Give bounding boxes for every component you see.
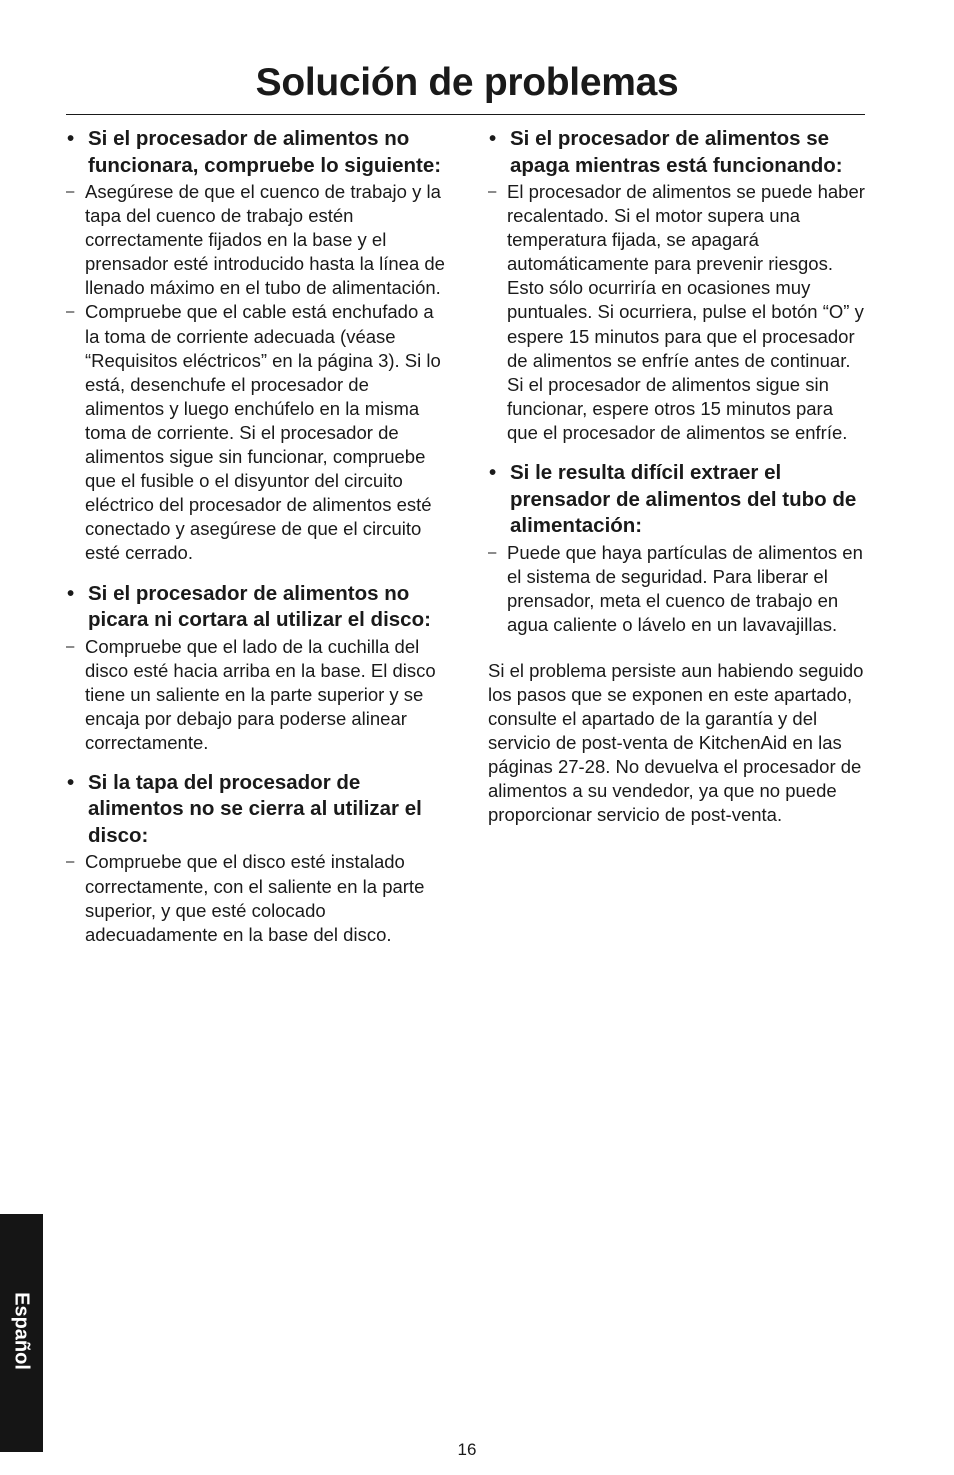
- bullet-icon: •: [489, 461, 497, 485]
- bullet-icon: •: [67, 581, 75, 605]
- page-title: Solución de problemas: [255, 61, 679, 104]
- list-item-text: Compruebe que el cable está enchufado a la toma de corriente adecuada (véase “Requisitos eléctricos” en la página 3). Si lo está, desenchufe el procesador de alimentos y luego enchúfelo en la misma toma de corriente. Si el procesador de alimentos sigue sin funcionar, compruebe que el fusible o el disyuntor del circuito eléctrico del procesador de alimentos esté conectado y asegúrese de que el circuito esté cerrado.: [85, 301, 441, 564]
- section-heading-text: Si la tapa del procesador de alimentos no se cierra al utilizar el disco:: [88, 770, 422, 847]
- right-column: [488, 126, 868, 828]
- list-item: [66, 180, 450, 300]
- section-heading-text: Si el procesador de alimentos no funcionara, compruebe lo siguiente:: [88, 127, 442, 177]
- section-not-working: [66, 126, 450, 566]
- title-divider: [66, 114, 865, 115]
- list-item: [66, 635, 450, 755]
- dash-icon: –: [66, 303, 75, 321]
- closing-paragraph: Si el problema persiste aun habiendo seguido los pasos que se exponen en este apartado, consulte el apartado de la garantía y del servicio de post-venta de KitchenAid en las páginas 27-28. No devuelva el procesador de alimentos a su vendedor, ya que no puede proporcionar servicio de post-venta.: [488, 659, 864, 826]
- list-item-text: Compruebe que el disco esté instalado correctamente, con el saliente en la parte superior, y que esté colocado adecuadamente en la base del disco.: [85, 851, 425, 945]
- bullet-icon: •: [67, 127, 75, 150]
- section-heading: [66, 126, 450, 179]
- dash-icon: –: [488, 183, 497, 200]
- section-lid-not-closing: [66, 770, 450, 947]
- list-item: [488, 541, 868, 637]
- section-heading: [488, 460, 868, 540]
- list-item-text: Compruebe que el lado de la cuchilla del disco esté hacia arriba en la base. El disco tiene un saliente en la parte superior y se encaja por debajo para poderse alinear correctamente.: [85, 635, 436, 753]
- page-number: 16: [457, 1440, 477, 1459]
- left-column: [66, 126, 450, 962]
- dash-icon: –: [66, 637, 75, 655]
- list-item-text: Asegúrese de que el cuenco de trabajo y la tapa del cuenco de trabajo estén correctamente fijados en la base y el prensador esté introducido hasta la línea de llenado máximo en el tubo de alimentación.: [85, 181, 445, 299]
- list-item: [66, 300, 450, 565]
- language-tab-label: Español: [10, 1292, 33, 1370]
- list-item: [488, 180, 868, 445]
- list-item: [66, 850, 450, 946]
- dash-icon: –: [488, 543, 497, 561]
- section-shuts-off: [488, 126, 868, 445]
- section-heading: [488, 126, 868, 179]
- section-heading-text: Si el procesador de alimentos se apaga mientras está funcionando:: [510, 127, 843, 177]
- section-heading-text: Si le resulta difícil extraer el prensador de alimentos del tubo de alimentación:: [510, 461, 857, 538]
- dash-icon: –: [66, 183, 75, 200]
- section-heading-text: Si el procesador de alimentos no picara ni cortara al utilizar el disco:: [88, 581, 431, 631]
- list-item-text: El procesador de alimentos se puede haber recalentado. Si el motor supera una temperatura fijada, se apagará automáticamente para prevenir riesgos. Esto sólo ocurriría en ocasiones muy puntuales. Si ocurriera, pulse el botón “O” y espere 15 minutos para que el procesador de alimentos se enfríe antes de continuar. Si el procesador de alimentos sigue sin funcionar, espere otros 15 minutos para que el procesador de alimentos se enfríe.: [507, 181, 865, 443]
- section-heading: [66, 581, 450, 634]
- bullet-icon: •: [67, 770, 75, 794]
- section-not-chopping: [66, 581, 450, 755]
- list-item-text: Puede que haya partículas de alimentos en el sistema de seguridad. Para liberar el prensador, meta el cuenco de trabajo en agua caliente o lávelo en un lavavajillas.: [507, 541, 863, 635]
- bullet-icon: •: [489, 127, 497, 150]
- dash-icon: –: [66, 853, 75, 871]
- section-heading: [66, 770, 450, 850]
- section-pusher-stuck: [488, 460, 868, 637]
